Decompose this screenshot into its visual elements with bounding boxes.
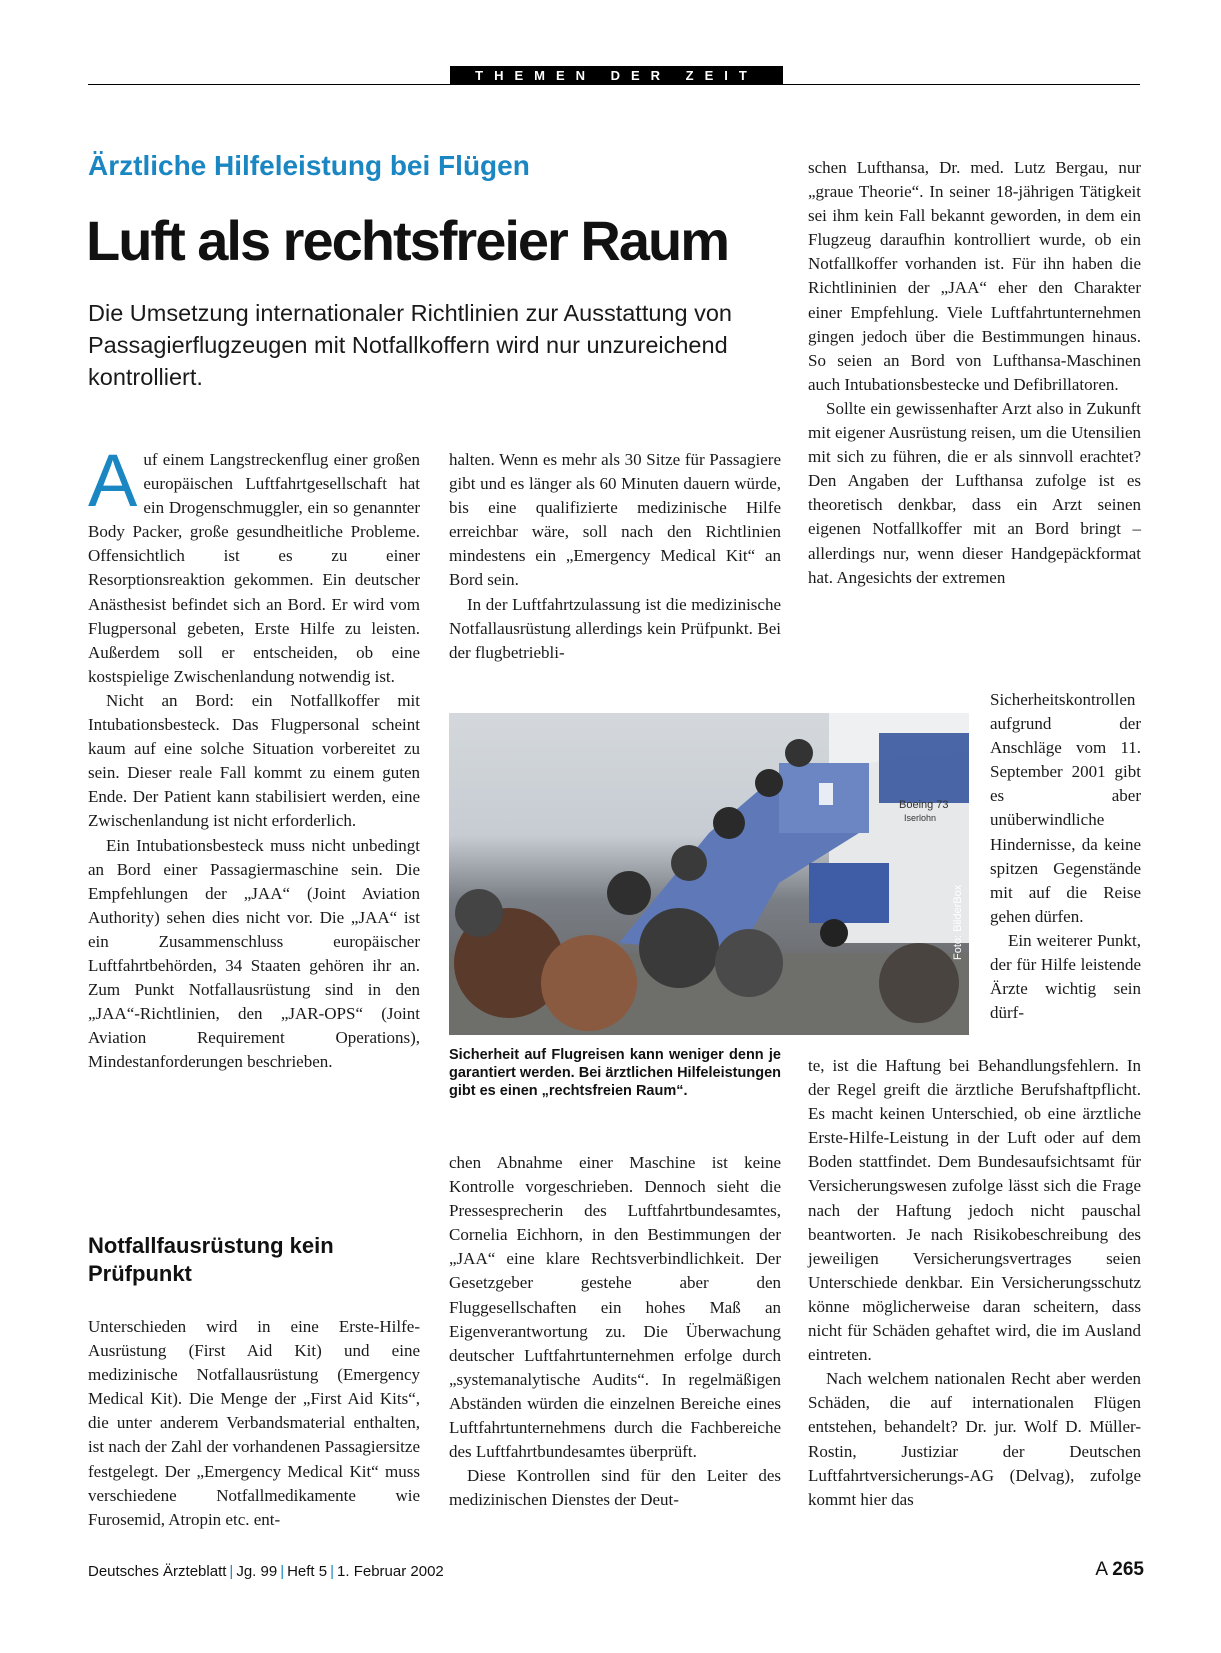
article-kicker: Ärztliche Hilfeleistung bei Flügen <box>88 150 530 181</box>
column-3-narrow <box>990 688 1141 1025</box>
page-number-value: 265 <box>1112 1559 1144 1580</box>
paragraph: chen Abnahme einer Maschine ist keine Kontrolle vorgeschrieben. Dennoch sieht die Pressesprecherin des Luftfahrtbundesamtes, Cornelia Eichhorn, in den Bestimmungen der „JAA“ eine klare Rechtsverbindlichkeit. Der Gesetzgeber gestehe aber den Fluggesellschaften ein hohes Maß an Eigenverantwortung zu. Die Überwachung deutscher Luftfahrtunternehmen erfolge durch „systemanalytische Audits“. In regelmäßigen Abständen würden die einzelnen Bereiche eines Luftfahrtunternehmens durch die Fachbereiche des Luftfahrtbundesamtes überprüft. <box>449 1153 781 1462</box>
svg-text:Boeing 73: Boeing 73 <box>899 799 949 811</box>
paragraph-text: uf einem Langstreckenflug einer großen europäischen Luftfahrtgesellschaft hat ein Drogenschmuggler, ein so genannter Body Packer, große gesundheitliche Probleme. Offensichtlich ist es zu einer Resorptionsreaktion gekommen. Ein deutscher Anästhesist befindet sich an Bord. Er wird vom Flugpersonal gebeten, Erste Hilfe zu leisten. Außerdem soll er entscheiden, ob eine kostspielige Zwischenlandung notwendig ist. <box>88 450 420 686</box>
column-2-top <box>449 448 781 665</box>
paragraph: Sicherheitskontrollen aufgrund der Anschläge vom 11. September 2001 gibt es aber unüberwindliche Hindernisse, da keine spitzen Gegenstände mit auf die Reise gehen dürfen. <box>990 690 1141 926</box>
paragraph: Nach welchem nationalen Recht aber werden Schäden, die auf internationalen Flügen entstehen, behandelt? Dr. jur. Wolf D. Müller-Rostin, Justiziar der Deutschen Luftfahrtversicherungs-AG (Delvag), zufolge kommt hier das <box>808 1369 1141 1509</box>
paragraph <box>88 439 420 689</box>
journal-volume: Jg. 99 <box>236 1563 278 1580</box>
boarding-scene-illustration <box>449 713 969 1035</box>
paragraph: Unterschieden wird in eine Erste-Hilfe-Ausrüstung (First Aid Kit) und eine medizinische Notfallausrüstung (Emergency Medical Kit). Die Menge der „First Aid Kits“, die unter anderem Verbandsmaterial enthalten, ist nach der Zahl der vorhandenen Passagiersitze festgelegt. Der „Emergency Medical Kit“ muss verschiedene Notfallmedikamente wie Furosemid, Atropin etc. ent- <box>88 1317 420 1529</box>
journal-date: 1. Februar 2002 <box>337 1563 444 1580</box>
subheading: Notfallfausrüstung kein Prüfpunkt <box>88 1233 334 1286</box>
page-prefix: A <box>1095 1559 1108 1580</box>
column-1 <box>88 439 420 1074</box>
photo-credit: Foto: BilderBox <box>952 884 964 960</box>
paragraph: Sollte ein gewissenhafter Arzt also in Zukunft mit eigener Ausrüstung reisen, um die Utensilien mit sich zu führen, die er als sinnvoll erachtet? Den Angaben der Lufthansa zufolge ist es theoretisch denkbar, dass ein Arzt seinen eigenen Notfallkoffer mit an Bord bringt – allerdings nur, wenn dieser Handgepäckformat hat. Angesichts der extremen <box>808 398 1141 587</box>
column-3-top <box>808 156 1141 590</box>
paragraph: Nicht an Bord: ein Notfallkoffer mit Intubationsbesteck. Das Flugpersonal scheint kaum auf eine solche Situation vorbereitet zu sein. Dieser reale Fall kommt zu einem guten Ende. Der Patient kann stabilisiert werden, eine Zwischenlandung ist nicht erforderlich. <box>88 690 420 831</box>
footer-separator: | <box>330 1563 335 1580</box>
photo-caption: Sicherheit auf Flugreisen kann weniger denn je garantiert werden. Bei ärztlichen Hilfeleistungen gibt es einen „rechtsfreien Raum“. <box>449 1047 781 1099</box>
paragraph: te, ist die Haftung bei Behandlungsfehlern. In der Regel greift die ärztliche Berufshaftpflicht. Es macht keinen Unterschied, ob eine ärztliche Erste-Hilfe-Leistung in der Luft oder auf dem Boden stattfindet. Dem Bundesaufsichtsamt für Versicherungswesen zufolge lässt sich die Frage nach der Haftung jedoch nicht pauschal beantworten. Je nach Risikobeschreibung des jeweiligen Versicherungsvertrages seien Unterschiede denkbar. Ein Versicherungsschutz könne möglicherweise daran scheitern, dass nicht für Schäden gehaftet wird, die im Ausland eintreten. <box>808 1056 1141 1365</box>
column-3-bottom <box>808 1054 1141 1512</box>
article-lead: Die Umsetzung internationaler Richtlinien zur Ausstattung von Passagierflugzeugen mit Notfallkoffern wird nur unzureichend kontrolliert. <box>88 300 732 390</box>
column-2-bottom <box>449 1151 781 1512</box>
drop-cap: A <box>88 439 138 522</box>
footer-separator: | <box>280 1563 285 1580</box>
article-photo <box>449 713 969 1035</box>
svg-text:Iserlohn: Iserlohn <box>904 813 937 823</box>
paragraph: Ein weiterer Punkt, der für Hilfe leistende Ärzte wichtig sein dürf- <box>990 930 1141 1023</box>
footer-separator: | <box>229 1563 234 1580</box>
journal-issue: Heft 5 <box>287 1563 328 1580</box>
paragraph: Ein Intubationsbesteck muss nicht unbedingt an Bord einer Passagiermaschine sein. Die Empfehlungen der „JAA“ (Joint Aviation Authority) sehen dies nicht vor. Die „JAA“ ist ein Zusammenschluss europäischer Luftfahrtbehörden, 34 Staaten gehören ihr an. Zum Punkt Notfallausrüstung sind in den „JAA“-Richtlinien, den „JAR-OPS“ (Joint Aviation Requirement Operations), Mindestanforderungen beschrieben. <box>88 835 420 1072</box>
section-tag: THEMEN DER ZEIT <box>450 66 783 85</box>
journal-name: Deutsches Ärzteblatt <box>88 1563 227 1580</box>
paragraph: In der Luftfahrtzulassung ist die medizinische Notfallausrüstung allerdings kein Prüfpunkt. Bei der flugbetriebli- <box>449 594 781 662</box>
paragraph: Diese Kontrollen sind für den Leiter des medizinischen Dienstes der Deut- <box>449 1466 781 1510</box>
footer <box>88 1563 444 1580</box>
column-1-continued <box>88 1315 420 1532</box>
page-number <box>1095 1559 1144 1581</box>
paragraph: schen Lufthansa, Dr. med. Lutz Bergau, nur „graue Theorie“. In seiner 18-jährigen Tätigkeit sei ihm kein Fall bekannt geworden, in dem ein Flugzeug daraufhin kontrolliert wurde, ob ein Notfallkoffer vorhanden ist. Für ihn haben die Richtlininien der „JAA“ eher den Charakter einer Empfehlung. Viele Luftfahrtunternehmen gingen jedoch über die Bestimmungen hinaus. So seien an Bord von Lufthansa-Maschinen auch Intubationsbestecke und Defibrillatoren. <box>808 158 1141 394</box>
article-headline: Luft als rechtsfreier Raum <box>86 209 728 272</box>
paragraph: halten. Wenn es mehr als 30 Sitze für Passagiere gibt und es länger als 60 Minuten dauern würde, bis eine qualifizierte medizinische Hilfe erreichbar wäre, soll nach den Richtlinien mindestens ein „Emergency Medical Kit“ an Bord sein. <box>449 450 781 590</box>
